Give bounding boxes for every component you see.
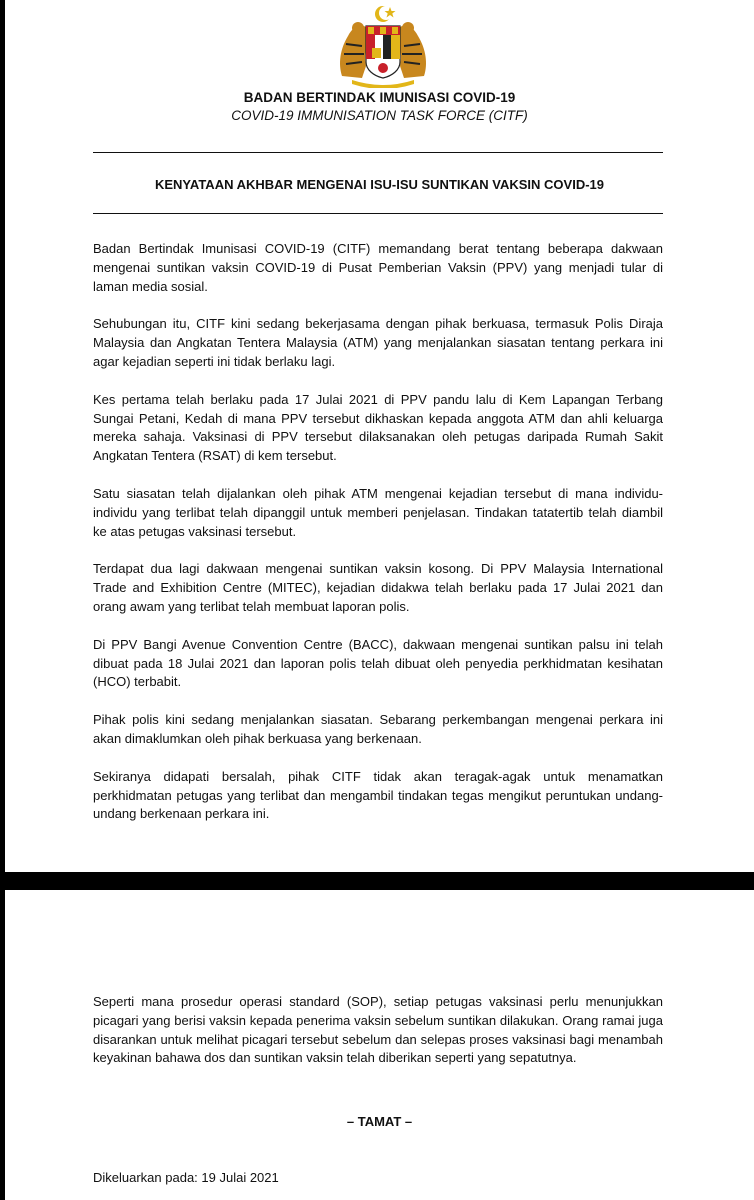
statement-body bbox=[93, 240, 663, 843]
paragraph: Sekiranya didapati bersalah, pihak CITF tidak akan teragak-agak untuk menamatkan perkhidmatan petugas yang terlibat dan mengambil tindakan tegas mengikut peruntukan undang-undang berkenaan perkara ini. bbox=[93, 768, 663, 822]
paragraph: Kes pertama telah berlaku pada 17 Julai 2021 di PPV pandu lalu di Kem Lapangan Terbang Sungai Petani, Kedah di mana PPV tersebut dikhaskan kepada anggota ATM dan ahli keluarga mereka sahaja. Vaksinasi di PPV tersebut dilaksanakan oleh petugas daripada Rumah Sakit Angkatan Tentera (RSAT) di kem tersebut. bbox=[93, 391, 663, 464]
issued-date: Dikeluarkan pada: 19 Julai 2021 bbox=[93, 1170, 279, 1185]
paragraph: Sehubungan itu, CITF kini sedang bekerjasama dengan pihak berkuasa, termasuk Polis Diraja Malaysia dan Angkatan Tentera Malaysia (ATM) yang menjalankan siasatan tentang perkara ini agar kejadian seperti ini tidak berlaku lagi. bbox=[93, 316, 663, 369]
paragraph: Di PPV Bangi Avenue Convention Centre (BACC), dakwaan mengenai suntikan palsu ini telah dibuat pada 18 Julai 2021 dan laporan polis telah dibuat oleh penyedia perkhidmatan kesihatan (HCO) terbabit. bbox=[93, 636, 663, 690]
document-page-2 bbox=[5, 890, 754, 1200]
paragraph: Seperti mana prosedur operasi standard (SOP), setiap petugas vaksinasi perlu menunjukkan picagari yang berisi vaksin kepada penerima vaksin sebelum suntikan dilakukan. Orang ramai juga disarankan untuk melihat picagari tersebut sebelum dan selepas proses vaksinasi bagi menambah keyakinan bahawa dos dan suntikan vaksin telah diberikan seperti yang sepatutnya. bbox=[93, 994, 663, 1066]
end-mark: – TAMAT – bbox=[346, 1114, 413, 1129]
organisation-name-english: COVID-19 IMMUNISATION TASK FORCE (CITF) bbox=[231, 108, 528, 123]
title-divider bbox=[93, 213, 663, 214]
organisation-name: BADAN BERTINDAK IMUNISASI COVID-19 bbox=[243, 90, 516, 105]
document-page-1 bbox=[5, 0, 754, 872]
paragraph: Pihak polis kini sedang menjalankan siasatan. Sebarang perkembangan mengenai perkara ini akan dimaklumkan oleh pihak berkuasa yang berkenaan. bbox=[93, 712, 663, 746]
top-divider bbox=[93, 152, 663, 153]
paragraph: Satu siasatan telah dijalankan oleh pihak ATM mengenai kejadian tersebut di mana individu-individu yang terlibat telah dipanggil untuk memberi penjelasan. Tindakan tatatertib telah diambil ke atas petugas vaksinasi tersebut. bbox=[93, 485, 663, 539]
malaysia-coat-of-arms-icon bbox=[328, 4, 438, 88]
press-statement-title: KENYATAAN AKHBAR MENGENAI ISU-ISU SUNTIKAN VAKSIN COVID-19 bbox=[154, 177, 604, 192]
statement-body-continued bbox=[93, 993, 663, 1068]
paragraph: Terdapat dua lagi dakwaan mengenai suntikan vaksin kosong. Di PPV Malaysia International Trade and Exhibition Centre (MITEC), kejadian didakwa telah berlaku pada 17 Julai 2021 dan orang awam yang terlibat telah membuat laporan polis. bbox=[93, 561, 663, 614]
paragraph: Badan Bertindak Imunisasi COVID-19 (CITF) memandang berat tentang beberapa dakwaan mengenai suntikan vaksin COVID-19 di Pusat Pemberian Vaksin (PPV) yang menjadi tular di laman media sosial. bbox=[93, 241, 663, 294]
